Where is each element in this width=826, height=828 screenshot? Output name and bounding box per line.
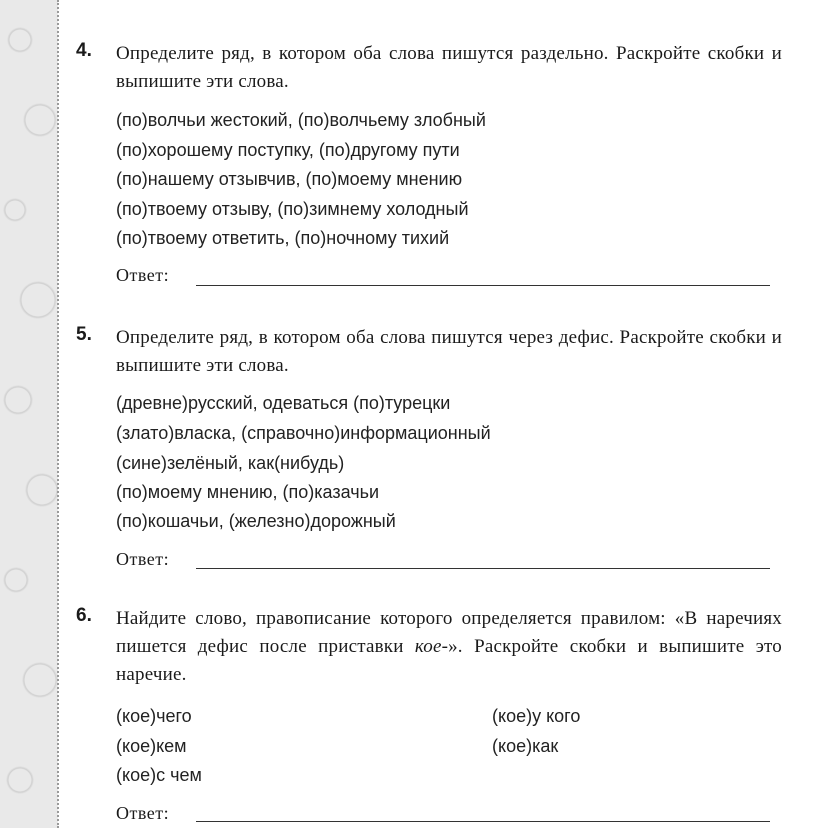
option-3: (сине)зелёный, как(нибудь) bbox=[116, 453, 345, 473]
task-number: 5. bbox=[76, 324, 92, 345]
option-2: (кое)у кого bbox=[492, 706, 581, 726]
option-5: (по)кошачьи, (железно)дорожный bbox=[116, 511, 396, 531]
option-1: (древне)русский, одеваться (по)турецки bbox=[116, 393, 451, 413]
option-1: (кое)чего bbox=[116, 706, 192, 726]
option-5: (по)твоему ответить, (по)ночному тихий bbox=[116, 228, 450, 248]
option-4: (по)моему мнению, (по)казачьи bbox=[116, 482, 380, 502]
prompt-text-start: Найдите слово, правописание которого определяется правилом: «В наречиях пишется дефис после приставки bbox=[116, 608, 782, 657]
answer-line[interactable] bbox=[196, 821, 770, 822]
option-5: (кое)с чем bbox=[116, 765, 202, 785]
option-3: (по)нашему отзывчив, (по)моему мнению bbox=[116, 169, 463, 189]
answer-line[interactable] bbox=[196, 568, 770, 569]
dotted-cut-line bbox=[57, 0, 59, 828]
option-4: (по)твоему отзыву, (по)зимнему холодный bbox=[116, 199, 469, 219]
task-prompt bbox=[116, 605, 782, 689]
option-3: (кое)кем bbox=[116, 736, 187, 756]
task-prompt: Определите ряд, в котором оба слова пишутся через дефис. Раскройте скобки и выпишите эти слова. bbox=[116, 327, 782, 376]
option-1: (по)волчьи жестокий, (по)волчьему злобный bbox=[116, 110, 486, 130]
answer-label: Ответ: bbox=[116, 803, 170, 823]
prompt-text-prefix: кое- bbox=[414, 636, 449, 657]
answer-line[interactable] bbox=[196, 285, 770, 286]
decorative-margin-pattern bbox=[0, 0, 58, 828]
prompt-text-end: ». Раскройте скобки и выпишите это наречие. bbox=[116, 636, 782, 685]
option-2: (злато)власка, (справочно)информационный bbox=[116, 423, 491, 443]
option-4: (кое)как bbox=[492, 736, 559, 756]
answer-label: Ответ: bbox=[116, 265, 170, 285]
option-2: (по)хорошему поступку, (по)другому пути bbox=[116, 140, 460, 160]
task-prompt: Определите ряд, в котором оба слова пишутся раздельно. Раскройте скобки и выпишите эти слова. bbox=[116, 43, 782, 92]
task-number: 4. bbox=[76, 40, 92, 61]
task-number: 6. bbox=[76, 605, 92, 626]
answer-label: Ответ: bbox=[116, 549, 170, 569]
